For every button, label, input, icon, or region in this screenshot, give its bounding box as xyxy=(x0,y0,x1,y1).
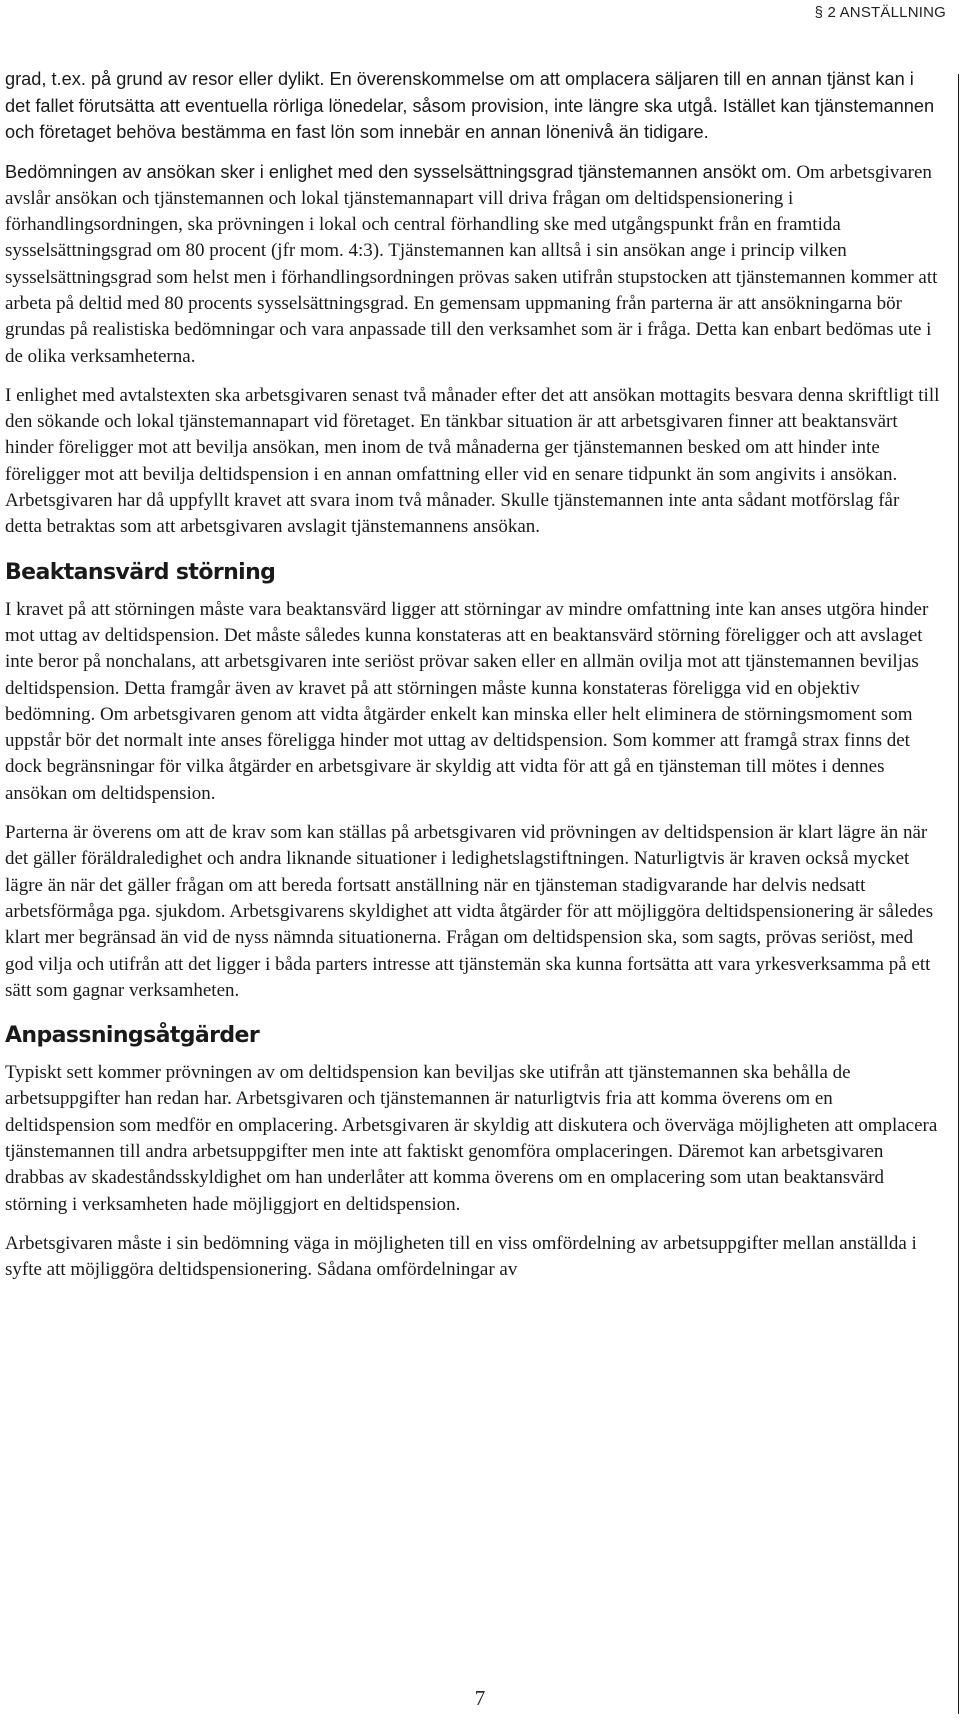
paragraph-assessment xyxy=(5,159,940,370)
paragraph-continuation: grad, t.ex. på grund av resor eller dylikt. En överenskommelse om att omplacera säljaren till en annan tjänst kan i det fallet förutsätta att eventuella rörliga lönedelar, såsom provision, inte längre ska utgå. Istället kan tjänstemannen och företaget behöva bestämma en fast lön som innebär en annan lönenivå än tidigare. xyxy=(5,69,935,142)
paragraph-redistribution: Arbetsgivaren måste i sin bedömning väga in möjligheten till en viss omfördelning av arbetsuppgifter mellan anställda i syfte att möjliggöra deltidspensionering. Sådana omfördelningar av xyxy=(5,1232,917,1281)
heading-beaktansvard-storning: Beaktansvärd störning xyxy=(5,559,276,585)
running-header: § 2 ANSTÄLLNING xyxy=(814,4,946,21)
paragraph-assessment-lead: Bedömningen av ansökan sker i enlighet med den sysselsättningsgrad tjänstemannen ansökt om. xyxy=(5,161,792,182)
paragraph-response-deadline: I enlighet med avtalstexten ska arbetsgivaren senast två månader efter det att ansökan mottagits besvara denna skriftligt till den sökande och lokal tjänstemannapart vid företaget. En tänkbar situation är att arbetsgivaren finner att beaktansvärt hinder föreligger mot att bevilja ansökan, men inom de två månaderna ger tjänstemannen besked om att hinder inte föreligger mot att bevilja deltidspension i en annan omfattning eller vid en senare tidpunkt än som angivits i ansökan. Arbetsgivaren har då uppfyllt kravet att svara inom två månader. Skulle tjänstemannen inte anta sådant motförslag får detta betraktas som att arbetsgivaren avslagit tjänstemannens ansökan. xyxy=(5,384,940,538)
heading-anpassningsatgarder: Anpassningsåtgärder xyxy=(5,1023,260,1049)
paragraph-parties-agreement: Parterna är överens om att de krav som kan ställas på arbetsgivaren vid prövningen av deltidspension är klart lägre än när det gäller föräldraledighet och andra liknande situationer i ledighetslagstiftningen. Naturligtvis är kraven också mycket lägre än när det gäller frågan om att bereda fortsatt anställning när en tjänsteman stadigvarande har delvis nedsatt arbetsförmåga pga. sjukdom. Arbetsgivarens skyldighet att vidta åtgärder för att möjliggöra deltidspensionering är således klart mer begränsad än vid de nyss nämnda situationerna. Frågan om deltidspension ska, som sagts, prövas seriöst, med god vilja och utifrån att det ligger i båda parters intresse att tjänstemän ska kunna fortsätta att vara yrkesverksamma på ett sätt som gagnar verksamheten. xyxy=(5,822,934,1001)
page-body xyxy=(5,66,940,1296)
margin-rule xyxy=(958,74,959,1714)
paragraph-adjustments: Typiskt sett kommer prövningen av om deltidspension kan beviljas ske utifrån att tjänstemannen ska behålla de arbetsuppgifter han redan har. Arbetsgivaren och tjänstemannen är naturligtvis fria att komma överens om en deltidspension som medför en omplacering. Arbetsgivaren är skyldig att diskutera och överväga möjligheten att omplacera tjänstemannen till andra arbetsuppgifter men inte att faktiskt genomföra omplaceringen. Däremot kan arbetsgivaren drabbas av skadeståndsskyldighet om han underlåter att komma överens om en omplacering som utan beaktansvärd störning i verksamheten hade möjliggjort en deltidspension. xyxy=(5,1062,938,1215)
paragraph-disturbance: I kravet på att störningen måste vara beaktansvärd ligger att störningar av mindre omfattning inte kan anses utgöra hinder mot uttag av deltidspension. Det måste således kunna konstateras att en beaktansvärd störning föreligger och att avslaget inte beror på nonchalans, att arbetsgivaren inte seriöst prövar saken eller en allmän ovilja mot att tjänstemannen beviljas deltidspension. Detta framgår även av kravet på att störningen måste kunna konstateras föreligga vid en objektiv bedömning. Om arbetsgivaren genom att vidta åtgärder enkelt kan minska eller helt eliminera de störningsmoment som uppstår bör det normalt inte anses föreligga hinder mot uttag av deltidspension. Som kommer att framgå strax finns det dock begränsningar för vilka åtgärder en arbetsgivare är skyldig att vidta för att gå en tjänsteman till mötes i dennes ansökan om deltidspension. xyxy=(5,598,929,804)
page-number: 7 xyxy=(474,1686,486,1710)
paragraph-assessment-rest: Om arbetsgivaren avslår ansökan och tjänstemannen och lokal tjänstemannapart vill driva frågan om deltidspensionering i förhandlingsordningen, ska prövningen i lokal och central förhandling ske med utgångspunkt från en framtida sysselsättningsgrad om 80 procent (jfr mom. 4:3). Tjänstemannen kan alltså i sin ansökan ange i princip vilken sysselsättningsgrad som helst men i förhandlingsordningen prövas saken utifrån stupstocken att tjänstemannen kommer att arbeta på deltid med 80 procents sysselsättningsgrad. En gemensam uppmaning från parterna är att ansökningarna bör grundas på realistiska bedömningar och vara anpassade till den verksamhet som är i fråga. Detta kan enbart bedömas ute i de olika verksamheterna. xyxy=(5,161,938,367)
